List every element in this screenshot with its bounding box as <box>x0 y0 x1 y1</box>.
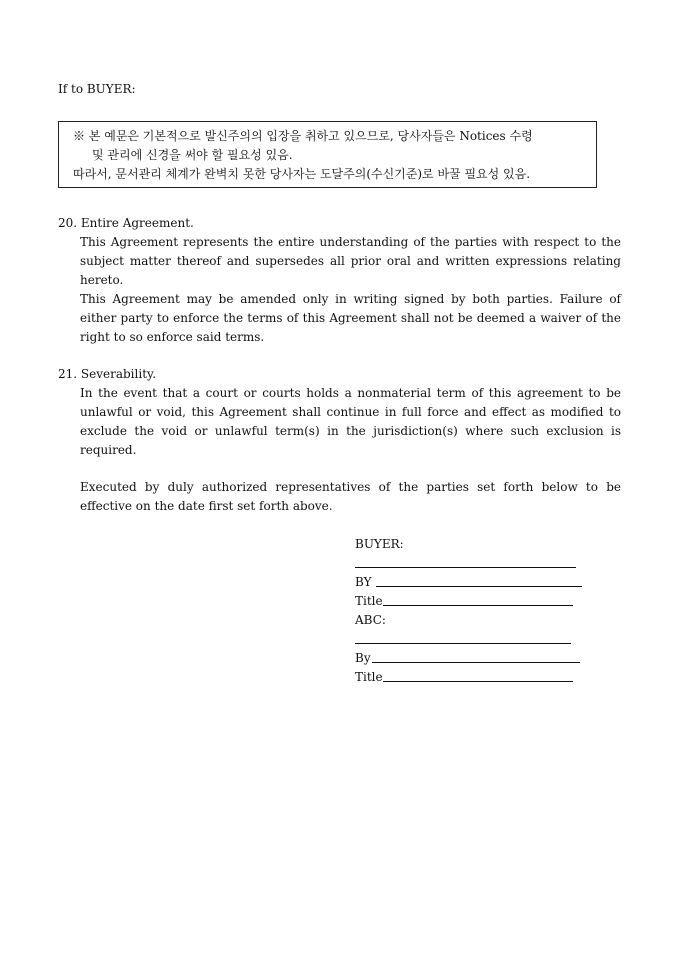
section-20-paragraph-1: This Agreement represents the entire understanding of the parties with respect to the subject matter thereof and supersedes all prior oral and written expressions relating hereto. <box>80 235 621 287</box>
abc-by-line <box>372 662 580 663</box>
abc-by-label: By <box>355 651 371 665</box>
abc-title-label: Title <box>355 670 383 684</box>
buyer-by-label: BY <box>355 575 372 589</box>
notice-box <box>58 121 597 188</box>
section-21-heading: 21. Severability. <box>58 367 157 381</box>
buyer-by-line <box>376 586 582 587</box>
buyer-title-label: Title <box>355 594 383 608</box>
abc-label: ABC: <box>355 613 386 627</box>
notice-line-2: 및 관리에 신경을 써야 할 필요성 있음. <box>92 148 293 162</box>
buyer-signature-line <box>355 567 576 568</box>
buyer-label: BUYER: <box>355 537 404 551</box>
section-20-paragraph-2: This Agreement may be amended only in writing signed by both parties. Failure of either party to enforce the terms of this Agreement shall not be deemed a waiver of the right to so enforce said terms. <box>80 292 621 344</box>
abc-title-line <box>383 681 573 682</box>
section-20-heading: 20. Entire Agreement. <box>58 216 194 230</box>
section-21-paragraph: In the event that a court or courts holds a nonmaterial term of this agreement to be unlawful or void, this Agreement shall continue in full force and effect as modified to exclude the void or unlawful term(s) in the jurisdiction(s) where such exclusion is required. <box>80 386 621 457</box>
notice-line-3: 따라서, 문서관리 체계가 완벽치 못한 당사자는 도달주의(수신기준)로 바꿀 필요성 있음. <box>73 167 531 181</box>
if-to-buyer-label: If to BUYER: <box>58 82 136 96</box>
abc-signature-line <box>355 643 571 644</box>
buyer-title-line <box>383 605 573 606</box>
notice-line-1: ※ 본 예문은 기본적으로 발신주의의 입장을 취하고 있으므로, 당사자들은 Notices 수령 <box>73 129 533 143</box>
executed-paragraph: Executed by duly authorized representatives of the parties set forth below to be effective on the date first set forth above. <box>80 480 621 513</box>
